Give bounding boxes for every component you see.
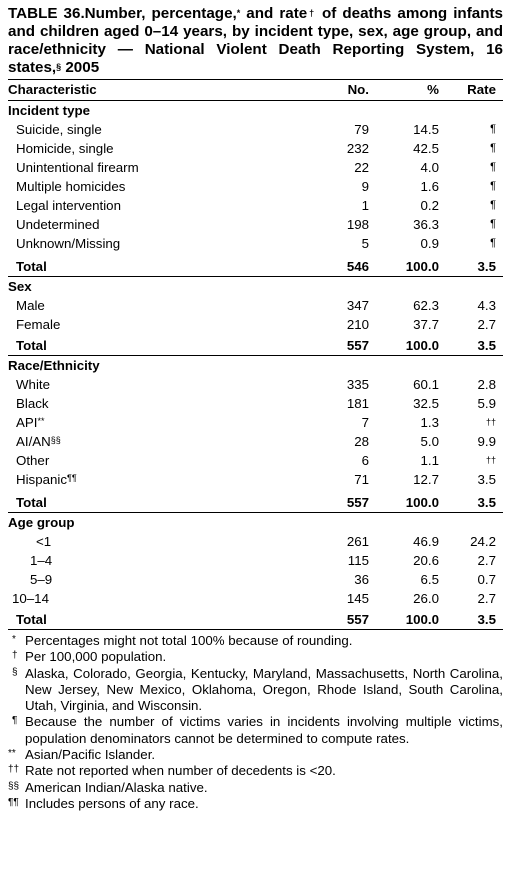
row-rate: †† [485, 455, 496, 465]
section-label: Race/Ethnicity [8, 358, 100, 373]
row-label-text: Hispanic [16, 472, 67, 487]
title-text-4: 2005 [61, 59, 100, 76]
total-pct: 100.0 [405, 495, 439, 510]
table-page [8, 5, 503, 812]
row-no: 198 [346, 217, 369, 232]
row-no: 36 [354, 572, 369, 587]
row-label: Unintentional firearm [16, 160, 139, 175]
row-no: 261 [346, 534, 369, 549]
row-rate: 24.2 [470, 534, 496, 549]
title-sup-1: * [236, 8, 241, 18]
footnote [8, 714, 503, 747]
row-pct: 62.3 [413, 298, 439, 313]
row-label: 1–4 [30, 553, 53, 568]
row-label [16, 432, 61, 451]
row-no: 335 [346, 377, 369, 392]
total-rate: 3.5 [477, 259, 496, 274]
total-rate: 3.5 [477, 612, 496, 627]
footnote-mark: †† [8, 764, 20, 776]
footnote-text: American Indian/Alaska native. [25, 779, 208, 795]
footnote-text: Alaska, Colorado, Georgia, Kentucky, Maryland, Massachusetts, North Carolina, New Jersey, New Mexico, Oklahoma, Oregon, Rhode Island, South Carolina, Utah, Virginia, and Wisconsin. [25, 665, 503, 714]
row-label-text: AI/AN [16, 434, 51, 449]
row-no: 232 [346, 141, 369, 156]
row-label: 10–14 [12, 591, 49, 606]
table-row [8, 589, 503, 608]
row-label: Male [16, 298, 45, 313]
row-pct: 60.1 [413, 377, 439, 392]
section-label: Incident type [8, 103, 91, 118]
row-no: 210 [346, 317, 369, 332]
footnote [8, 666, 503, 715]
footnote-mark: ** [8, 748, 16, 760]
section-sex [8, 277, 503, 296]
row-label: Legal intervention [16, 198, 121, 213]
total-pct: 100.0 [405, 338, 439, 353]
footnote [8, 763, 503, 779]
total-no: 557 [346, 338, 369, 353]
row-rate: ¶ [490, 218, 496, 230]
table-row [8, 451, 503, 470]
row-rate: 9.9 [477, 434, 496, 449]
table-row [8, 551, 503, 570]
row-label [16, 394, 49, 413]
row-pct: 36.3 [413, 217, 439, 232]
row-label [16, 413, 44, 432]
footnote-mark: ¶ [12, 715, 18, 727]
table-row [8, 139, 503, 158]
row-pct: 6.5 [420, 572, 439, 587]
row-label [16, 470, 77, 489]
footnote-mark: §§ [50, 435, 61, 445]
header-rate: Rate [467, 82, 496, 97]
row-no: 181 [346, 396, 369, 411]
row-rate: ¶ [490, 180, 496, 192]
row-rate: ¶ [490, 237, 496, 249]
footnotes [8, 633, 503, 812]
row-no: 28 [354, 434, 369, 449]
table-row [8, 215, 503, 234]
total-no: 546 [346, 259, 369, 274]
row-pct: 37.7 [413, 317, 439, 332]
row-no: 79 [354, 122, 369, 137]
row-pct: 14.5 [413, 122, 439, 137]
row-no: 9 [361, 179, 369, 194]
row-label-text: White [16, 377, 50, 392]
total-pct: 100.0 [405, 259, 439, 274]
footnote-mark: ** [37, 416, 45, 426]
row-label-text: Other [16, 453, 50, 468]
header-row [8, 80, 503, 100]
row-pct: 1.3 [420, 415, 439, 430]
row-rate: ¶ [490, 161, 496, 173]
row-pct: 5.0 [420, 434, 439, 449]
row-pct: 42.5 [413, 141, 439, 156]
title-text-3: of deaths among infants and children aged 0–14 years, by incident type, sex, age group, and race/ethnicity — National Violent Death Reporting System, 16 states, [8, 5, 503, 76]
row-no: 5 [361, 236, 369, 251]
row-no: 347 [346, 298, 369, 313]
row-pct: 26.0 [413, 591, 439, 606]
row-no: 22 [354, 160, 369, 175]
row-rate: 2.7 [477, 591, 496, 606]
bottom-rule [8, 629, 503, 630]
section-incident [8, 101, 503, 120]
row-rate: 0.7 [477, 572, 496, 587]
total-no: 557 [346, 495, 369, 510]
row-pct: 0.9 [420, 236, 439, 251]
total-label: Total [16, 338, 47, 353]
row-rate: ¶ [490, 199, 496, 211]
header-no: No. [347, 82, 369, 97]
table-row [8, 413, 503, 432]
header-pct: % [427, 82, 439, 97]
footnote-mark: § [12, 666, 18, 678]
row-rate: 3.5 [477, 472, 496, 487]
footnote [8, 747, 503, 763]
row-rate: ¶ [490, 142, 496, 154]
section-label: Age group [8, 515, 75, 530]
row-rate: 2.8 [477, 377, 496, 392]
total-no: 557 [346, 612, 369, 627]
row-rate: 2.7 [477, 317, 496, 332]
table-row [8, 394, 503, 413]
table-row [8, 234, 503, 253]
row-label: Unknown/Missing [16, 236, 121, 251]
total-row-age [8, 610, 503, 629]
table-row [8, 432, 503, 451]
footnote-text: Asian/Pacific Islander. [25, 747, 156, 763]
total-rate: 3.5 [477, 495, 496, 510]
section-race [8, 356, 503, 375]
row-no: 115 [347, 553, 369, 568]
footnote [8, 649, 503, 665]
row-label: <1 [36, 534, 52, 549]
row-label-text: Black [16, 396, 49, 411]
row-rate: 4.3 [477, 298, 496, 313]
section-age [8, 513, 503, 532]
row-pct: 1.6 [420, 179, 439, 194]
row-no: 1 [361, 198, 369, 213]
row-pct: 12.7 [413, 472, 439, 487]
title-sup-2: † [307, 8, 316, 18]
total-row-race [8, 493, 503, 512]
footnote [8, 780, 503, 796]
row-pct: 32.5 [413, 396, 439, 411]
row-label: Multiple homicides [16, 179, 126, 194]
row-no: 7 [361, 415, 369, 430]
row-no: 6 [361, 453, 369, 468]
table-row [8, 120, 503, 139]
footnote-mark: §§ [8, 780, 20, 792]
row-pct: 1.1 [420, 453, 439, 468]
table-row [8, 532, 503, 551]
row-pct: 20.6 [413, 553, 439, 568]
table-row [8, 196, 503, 215]
row-rate: †† [485, 417, 496, 427]
title-sup-3: § [56, 62, 62, 72]
row-label [16, 375, 50, 394]
footnote-mark: † [12, 650, 18, 662]
row-no: 71 [354, 472, 369, 487]
total-label: Total [16, 495, 47, 510]
footnote [8, 633, 503, 649]
row-label: Female [16, 317, 61, 332]
total-row-incident [8, 257, 503, 276]
footnote-text: Per 100,000 population. [25, 649, 167, 665]
footnote-text: Because the number of victims varies in incidents involving multiple victims, population denominators cannot be determined to compute rates. [25, 714, 503, 746]
row-pct: 0.2 [420, 198, 439, 213]
total-label: Total [16, 259, 47, 274]
row-pct: 4.0 [420, 160, 439, 175]
title-text-2: and rate [240, 5, 308, 22]
title-text: TABLE 36.Number, percentage, [8, 5, 237, 22]
table-row [8, 470, 503, 489]
row-label: Homicide, single [16, 141, 114, 156]
footnote-mark: ¶¶ [67, 473, 77, 483]
total-rate: 3.5 [477, 338, 496, 353]
row-rate: 2.7 [477, 553, 496, 568]
footnote-mark: ¶¶ [8, 796, 19, 808]
table-title [8, 5, 503, 77]
row-no: 145 [346, 591, 369, 606]
footnote-text: Rate not reported when number of decedents is <20. [25, 763, 336, 779]
row-label: Undetermined [16, 217, 100, 232]
footnote-text: Percentages might not total 100% because of rounding. [25, 633, 353, 648]
section-label: Sex [8, 279, 32, 294]
footnote-mark: * [12, 634, 16, 645]
row-rate: 5.9 [477, 396, 496, 411]
table-row [8, 296, 503, 315]
footnote [8, 796, 503, 812]
row-rate: ¶ [490, 123, 496, 135]
row-label-text: API [16, 415, 38, 430]
total-row-sex [8, 336, 503, 355]
table-row [8, 315, 503, 334]
total-pct: 100.0 [405, 612, 439, 627]
row-label: Suicide, single [16, 122, 102, 137]
row-label [16, 451, 49, 470]
header-characteristic: Characteristic [8, 82, 97, 97]
total-label: Total [16, 612, 47, 627]
table-row [8, 177, 503, 196]
table-row [8, 158, 503, 177]
row-pct: 46.9 [413, 534, 439, 549]
table-row [8, 570, 503, 589]
table-row [8, 375, 503, 394]
row-label: 5–9 [30, 572, 53, 587]
footnote-text: Includes persons of any race. [25, 795, 199, 811]
